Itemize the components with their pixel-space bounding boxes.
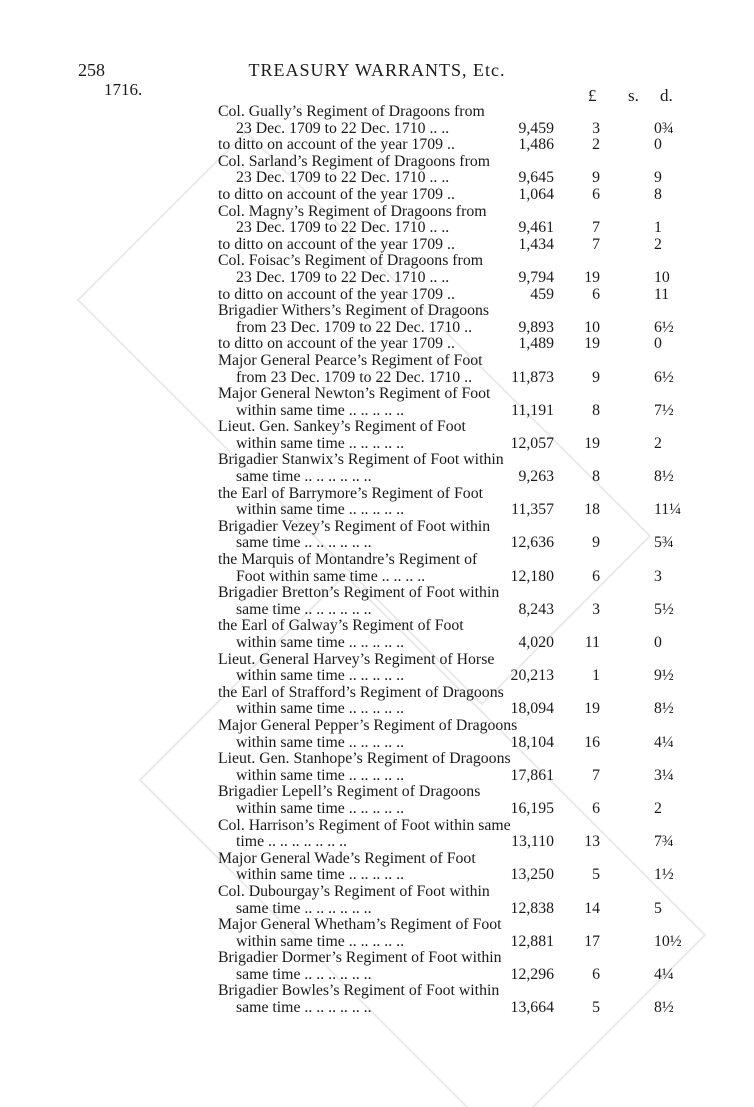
entry-line: [214, 967, 684, 984]
entry-line: [214, 818, 684, 835]
entry-line: [214, 287, 684, 304]
entry-description: the Earl of Strafford’s Regiment of Dragoons: [218, 684, 504, 701]
amount-pounds: 16,195: [510, 799, 554, 817]
amount-pounds: 12,057: [510, 434, 554, 452]
amount-pounds: 4,020: [518, 634, 554, 651]
entry-line: [214, 320, 684, 337]
entry-line: [214, 519, 684, 536]
entry-description: to ditto on account of the year 1709 ..: [218, 286, 455, 303]
entry-description: 23 Dec. 1709 to 22 Dec. 1710 .. ..: [236, 220, 450, 237]
entry-description: to ditto on account of the year 1709 ..: [218, 137, 455, 154]
entry-line: [214, 917, 684, 934]
entry-line: [214, 386, 684, 403]
entry-line: [214, 452, 684, 469]
entry-line: [214, 851, 684, 868]
entry-line: [214, 618, 684, 635]
entry-line: [214, 220, 684, 237]
entry-line: [214, 353, 684, 370]
entry-description: Major General Newton’s Regiment of Foot: [218, 386, 491, 403]
entry-description: Major General Whetham’s Regiment of Foot: [218, 917, 502, 934]
entry-line: [214, 469, 684, 486]
amount-pounds: 13,250: [510, 866, 554, 884]
entry-line: [214, 1000, 684, 1017]
amount-shillings: 3: [592, 119, 600, 137]
entry-description: to ditto on account of the year 1709 ..: [218, 236, 455, 253]
entry-description: to ditto on account of the year 1709 ..: [218, 336, 455, 353]
entry-description: the Marquis of Montandre’s Regiment of: [218, 552, 478, 569]
entry-line: [214, 701, 684, 718]
amount-pence: 2: [654, 434, 662, 452]
amount-pence: 6½: [654, 368, 674, 386]
amount-shillings: 17: [584, 932, 600, 950]
amount-shillings: 5: [592, 866, 600, 884]
amount-shillings: 16: [584, 733, 600, 751]
amount-pounds: 9,794: [518, 268, 554, 286]
entry-line: [214, 436, 684, 453]
entry-line: [214, 303, 684, 320]
amount-pounds: 1,489: [518, 335, 554, 353]
entry-description: from 23 Dec. 1709 to 22 Dec. 1710 ..: [236, 319, 473, 336]
entry-line: [214, 204, 684, 221]
amount-shillings: 2: [592, 136, 600, 154]
entry-line: [214, 685, 684, 702]
entry-description: within same time .. .. .. .. ..: [236, 933, 405, 950]
entry-description: same time .. .. .. .. .. ..: [236, 1000, 372, 1017]
entry-line: [214, 270, 684, 287]
amount-shillings: 8: [592, 401, 600, 419]
entry-description: time .. .. .. .. .. .. ..: [236, 834, 348, 851]
amount-shillings: 9: [592, 534, 600, 552]
amount-pounds: 18,094: [510, 700, 554, 718]
column-head-shillings: s.: [628, 86, 639, 105]
amount-shillings: 6: [592, 965, 600, 983]
amount-pounds: 12,881: [510, 932, 554, 950]
amount-shillings: 5: [592, 999, 600, 1017]
amount-pence: 0: [654, 136, 662, 154]
amount-pounds: 1,486: [518, 136, 554, 154]
column-head-pence: d.: [660, 86, 673, 105]
amount-pence: 5¾: [654, 534, 674, 552]
entry-description: Brigadier Vezey’s Regiment of Foot within: [218, 518, 491, 535]
amount-pence: 8½: [654, 468, 674, 486]
entry-description: same time .. .. .. .. .. ..: [236, 900, 372, 917]
amount-pence: 5½: [654, 600, 674, 618]
amount-pounds: 12,180: [510, 567, 554, 585]
amount-pence: 7¾: [654, 833, 674, 851]
entry-description: within same time .. .. .. .. ..: [236, 734, 405, 751]
amount-pounds: 459: [530, 285, 554, 303]
amount-pence: 1: [654, 219, 662, 237]
amount-shillings: 9: [592, 169, 600, 187]
amount-pounds: 1,064: [518, 185, 554, 203]
entry-description: same time .. .. .. .. .. ..: [236, 601, 372, 618]
entry-description: Brigadier Dormer’s Regiment of Foot within: [218, 950, 502, 967]
amount-pounds: 13,664: [510, 999, 554, 1017]
entry-line: [214, 784, 684, 801]
entry-description: Col. Sarland’s Regiment of Dragoons from: [218, 153, 491, 170]
amount-pence: 1½: [654, 866, 674, 884]
entry-line: [214, 635, 684, 652]
entry-line: [214, 801, 684, 818]
entry-line: [214, 834, 684, 851]
amount-pounds: 12,838: [510, 899, 554, 917]
amount-pence: 3¼: [654, 766, 674, 784]
entry-description: within same time .. .. .. .. ..: [236, 502, 405, 519]
entry-line: [214, 867, 684, 884]
entry-line: [214, 552, 684, 569]
entry-description: the Earl of Barrymore’s Regiment of Foot: [218, 485, 483, 502]
entry-description: Col. Foisac’s Regiment of Dragoons from: [218, 253, 484, 270]
amount-shillings: 7: [592, 235, 600, 253]
amount-shillings: 6: [592, 799, 600, 817]
entry-description: Brigadier Bowles’s Regiment of Foot within: [218, 983, 500, 1000]
entry-line: [214, 735, 684, 752]
amount-pounds: 11,873: [511, 368, 554, 386]
entry-description: same time .. .. .. .. .. ..: [236, 469, 372, 486]
amount-pence: 6½: [654, 318, 674, 336]
entry-description: Lieut. General Harvey’s Regiment of Horse: [218, 651, 495, 668]
amount-shillings: 7: [592, 219, 600, 237]
entry-description: same time .. .. .. .. .. ..: [236, 535, 372, 552]
amount-pounds: 1,434: [518, 235, 554, 253]
amount-shillings: 7: [592, 766, 600, 784]
entry-description: within same time .. .. .. .. ..: [236, 867, 405, 884]
entry-line: [214, 253, 684, 270]
amount-shillings: 6: [592, 285, 600, 303]
amount-pence: 7½: [654, 401, 674, 419]
entry-description: within same time .. .. .. .. ..: [236, 435, 405, 452]
entry-description: within same time .. .. .. .. ..: [236, 767, 405, 784]
entry-line: [214, 104, 684, 121]
amount-pence: 2: [654, 235, 662, 253]
entry-line: [214, 768, 684, 785]
entry-description: to ditto on account of the year 1709 ..: [218, 186, 455, 203]
page-number: 258: [78, 60, 105, 80]
entry-line: [214, 718, 684, 735]
entry-description: Major General Pepper’s Regiment of Dragoons: [218, 717, 518, 734]
amount-pounds: 11,191: [511, 401, 554, 419]
amount-pounds: 9,263: [518, 468, 554, 486]
amount-pence: 10½: [654, 932, 682, 950]
amount-pounds: 12,636: [510, 534, 554, 552]
entry-description: within same time .. .. .. .. ..: [236, 701, 405, 718]
entry-line: [214, 502, 684, 519]
amount-pence: 4¼: [654, 733, 674, 751]
amount-pence: 8½: [654, 999, 674, 1017]
amount-shillings: 1: [592, 667, 600, 685]
amount-shillings: 19: [584, 700, 600, 718]
amount-pence: 3: [654, 567, 662, 585]
entry-line: [214, 751, 684, 768]
amount-pounds: 8,243: [518, 600, 554, 618]
amount-shillings: 10: [584, 318, 600, 336]
entry-line: [214, 486, 684, 503]
amount-pence: 9: [654, 169, 662, 187]
entry-description: Col. Gually’s Regiment of Dragoons from: [218, 104, 485, 120]
running-head: TREASURY WARRANTS, Etc.: [248, 60, 506, 80]
entry-line: [214, 602, 684, 619]
entry-description: 23 Dec. 1709 to 22 Dec. 1710 .. ..: [236, 170, 450, 187]
amount-shillings: 11: [584, 634, 600, 651]
entry-line: [214, 668, 684, 685]
amount-pence: 10: [654, 268, 670, 286]
entry-line: [214, 901, 684, 918]
entry-description: Brigadier Stanwix’s Regiment of Foot within: [218, 452, 504, 469]
amount-pence: 0¾: [654, 119, 674, 137]
entry-description: Major General Pearce’s Regiment of Foot: [218, 352, 483, 369]
entry-line: [214, 419, 684, 436]
entry-line: [214, 237, 684, 254]
entry-description: 23 Dec. 1709 to 22 Dec. 1710 .. ..: [236, 269, 450, 286]
entry-description: Lieut. Gen. Stanhope’s Regiment of Dragoons: [218, 751, 511, 768]
entry-line: [214, 170, 684, 187]
entry-description: Lieut. Gen. Sankey’s Regiment of Foot: [218, 419, 466, 436]
entry-line: [214, 934, 684, 951]
amount-pence: 0: [654, 335, 662, 353]
amount-pence: 8: [654, 185, 662, 203]
amount-pounds: 12,296: [510, 965, 554, 983]
entry-description: Col. Harrison’s Regiment of Foot within same: [218, 817, 511, 834]
entry-line: [214, 336, 684, 353]
amount-pence: 8½: [654, 700, 674, 718]
entry-line: [214, 652, 684, 669]
amount-pence: 5: [654, 899, 662, 917]
amount-pence: 9½: [654, 667, 674, 685]
warrant-entries: [214, 104, 684, 1017]
entry-description: Brigadier Withers’s Regiment of Dragoons: [218, 303, 490, 320]
entry-description: the Earl of Galway’s Regiment of Foot: [218, 618, 464, 635]
entry-description: Brigadier Bretton’s Regiment of Foot within: [218, 585, 500, 602]
amount-shillings: 6: [592, 567, 600, 585]
amount-shillings: 6: [592, 185, 600, 203]
amount-pounds: 9,893: [518, 318, 554, 336]
amount-shillings: 9: [592, 368, 600, 386]
entry-description: Col. Dubourgay’s Regiment of Foot within: [218, 883, 490, 900]
entry-description: Foot within same time .. .. .. ..: [236, 568, 426, 585]
amount-pence: 11¼: [654, 501, 682, 519]
entry-line: [214, 187, 684, 204]
amount-shillings: 18: [584, 501, 600, 519]
column-head-pounds: £: [588, 86, 597, 105]
amount-shillings: 19: [584, 268, 600, 286]
entry-description: Major General Wade’s Regiment of Foot: [218, 850, 476, 867]
amount-pounds: 17,861: [510, 766, 554, 784]
entry-description: within same time .. .. .. .. ..: [236, 402, 405, 419]
entry-line: [214, 585, 684, 602]
entry-description: Col. Magny’s Regiment of Dragoons from: [218, 203, 487, 220]
amount-shillings: 19: [584, 335, 600, 353]
entry-description: from 23 Dec. 1709 to 22 Dec. 1710 ..: [236, 369, 473, 386]
entry-line: [214, 950, 684, 967]
amount-pounds: 9,645: [518, 169, 554, 187]
amount-shillings: 8: [592, 468, 600, 486]
entry-line: [214, 403, 684, 420]
amount-pence: 0: [654, 634, 662, 651]
amount-pounds: 9,459: [518, 119, 554, 137]
entry-description: 23 Dec. 1709 to 22 Dec. 1710 .. ..: [236, 120, 450, 137]
amount-pounds: 13,110: [511, 833, 554, 851]
entry-line: [214, 137, 684, 154]
amount-shillings: 13: [584, 833, 600, 851]
entry-line: [214, 569, 684, 586]
amount-pounds: 11,357: [511, 501, 554, 519]
amount-shillings: 19: [584, 434, 600, 452]
amount-pounds: 9,461: [518, 219, 554, 237]
amount-pence: 2: [654, 799, 662, 817]
entry-line: [214, 884, 684, 901]
year-marker: 1716.: [104, 80, 143, 99]
entry-description: within same time .. .. .. .. ..: [236, 668, 405, 685]
entry-line: [214, 154, 684, 171]
entry-line: [214, 121, 684, 138]
entry-description: within same time .. .. .. .. ..: [236, 800, 405, 817]
entry-line: [214, 370, 684, 387]
entry-description: within same time .. .. .. .. ..: [236, 635, 405, 651]
amount-pounds: 18,104: [510, 733, 554, 751]
amount-shillings: 3: [592, 600, 600, 618]
amount-pence: 4¼: [654, 965, 674, 983]
amount-pounds: 20,213: [510, 667, 554, 685]
entry-description: Brigadier Lepell’s Regiment of Dragoons: [218, 784, 481, 801]
amount-pence: 11: [654, 285, 670, 303]
amount-shillings: 14: [584, 899, 600, 917]
entry-line: [214, 983, 684, 1000]
entry-line: [214, 535, 684, 552]
entry-description: same time .. .. .. .. .. ..: [236, 966, 372, 983]
